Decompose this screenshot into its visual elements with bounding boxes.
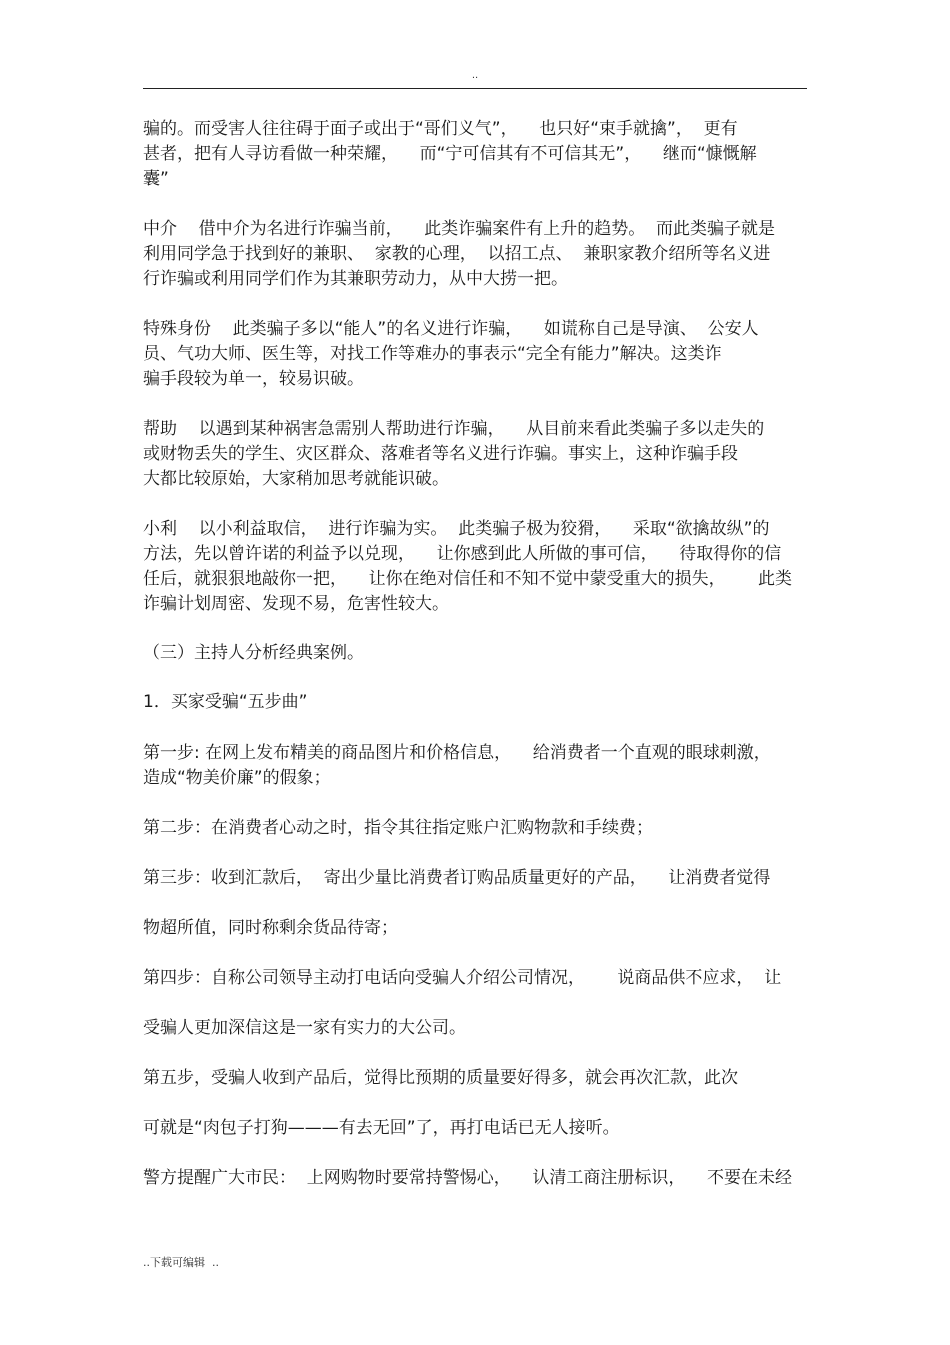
text-line: 第五步，受骗人收到产品后，觉得比预期的质量要好得多，就会再次汇款，此次 (143, 1068, 738, 1088)
text-line: 帮助 以遇到某种祸害急需别人帮助进行诈骗， 从目前来看此类骗子多以走失的 (143, 419, 765, 439)
text-line: 利用同学急于找到好的兼职、 家教的心理， 以招工点、 兼职家教介绍所等名义进 (143, 244, 771, 264)
text-line: 任后，就狠狠地敲你一把， 让你在绝对信任和不知不觉中蒙受重大的损失， 此类 (143, 569, 793, 589)
text-line: 大都比较原始，大家稍加思考就能识破。 (143, 469, 449, 489)
text-line: 员、气功大师、医生等，对找工作等难办的事表示“完全有能力”解决。这类诈 (143, 344, 722, 364)
text-line: 囊” (143, 169, 169, 189)
text-line: 特殊身份 此类骗子多以“能人”的名义进行诈骗， 如谎称自己是导演、 公安人 (143, 319, 759, 339)
text-line: 1．买家受骗“五步曲” (143, 692, 308, 712)
footer-mark: ..下载可编辑 .. (143, 1256, 219, 1269)
text-line: 第一步: 在网上发布精美的商品图片和价格信息， 给消费者一个直观的眼球刺激， (143, 743, 771, 763)
text-line: 第三步：收到汇款后， 寄出少量比消费者订购品质量更好的产品， 让消费者觉得 (143, 868, 771, 888)
text-line: 可就是“肉包子打狗———有去无回”了，再打电话已无人接听。 (143, 1118, 620, 1138)
text-line: 诈骗计划周密、发现不易，危害性较大。 (143, 594, 449, 614)
text-line: 方法，先以曾许诺的利益予以兑现， 让你感到此人所做的事可信， 待取得你的信 (143, 544, 782, 564)
text-line: 受骗人更加深信这是一家有实力的大公司。 (143, 1018, 466, 1038)
text-line: 警方提醒广大市民： 上网购物时要常持警惕心， 认清工商注册标识， 不要在未经 (143, 1168, 793, 1188)
text-line: 物超所值，同时称剩余货品待寄； (143, 918, 398, 938)
text-line: 中介 借中介为名进行诈骗当前， 此类诈骗案件有上升的趋势。 而此类骗子就是 (143, 219, 776, 239)
text-line: 骗的。而受害人往往碍于面子或出于“哥们义气”， 也只好“束手就擒”， 更有 (143, 119, 738, 139)
text-line: 甚者，把有人寻访看做一种荣耀， 而“宁可信其有不可信其无”， 继而“慷慨解 (143, 144, 757, 164)
text-line: 造成“物美价廉”的假象； (143, 768, 331, 788)
header-rule (143, 88, 807, 89)
text-line: 小利 以小利益取信， 进行诈骗为实。 此类骗子极为狡猾， 采取“欲擒故纵”的 (143, 519, 770, 539)
text-line: 或财物丢失的学生、灾区群众、落难者等名义进行诈骗。事实上，这种诈骗手段 (143, 444, 738, 464)
header-mark: .. (471, 70, 479, 81)
text-line: 第四步：自称公司领导主动打电话向受骗人介绍公司情况， 说商品供不应求， 让 (143, 968, 782, 988)
text-line: （三）主持人分析经典案例。 (143, 643, 364, 663)
text-line: 骗手段较为单一，较易识破。 (143, 369, 364, 389)
text-line: 行诈骗或利用同学们作为其兼职劳动力，从中大捞一把。 (143, 269, 568, 289)
text-line: 第二步：在消费者心动之时，指令其往指定账户汇购物款和手续费； (143, 818, 653, 838)
